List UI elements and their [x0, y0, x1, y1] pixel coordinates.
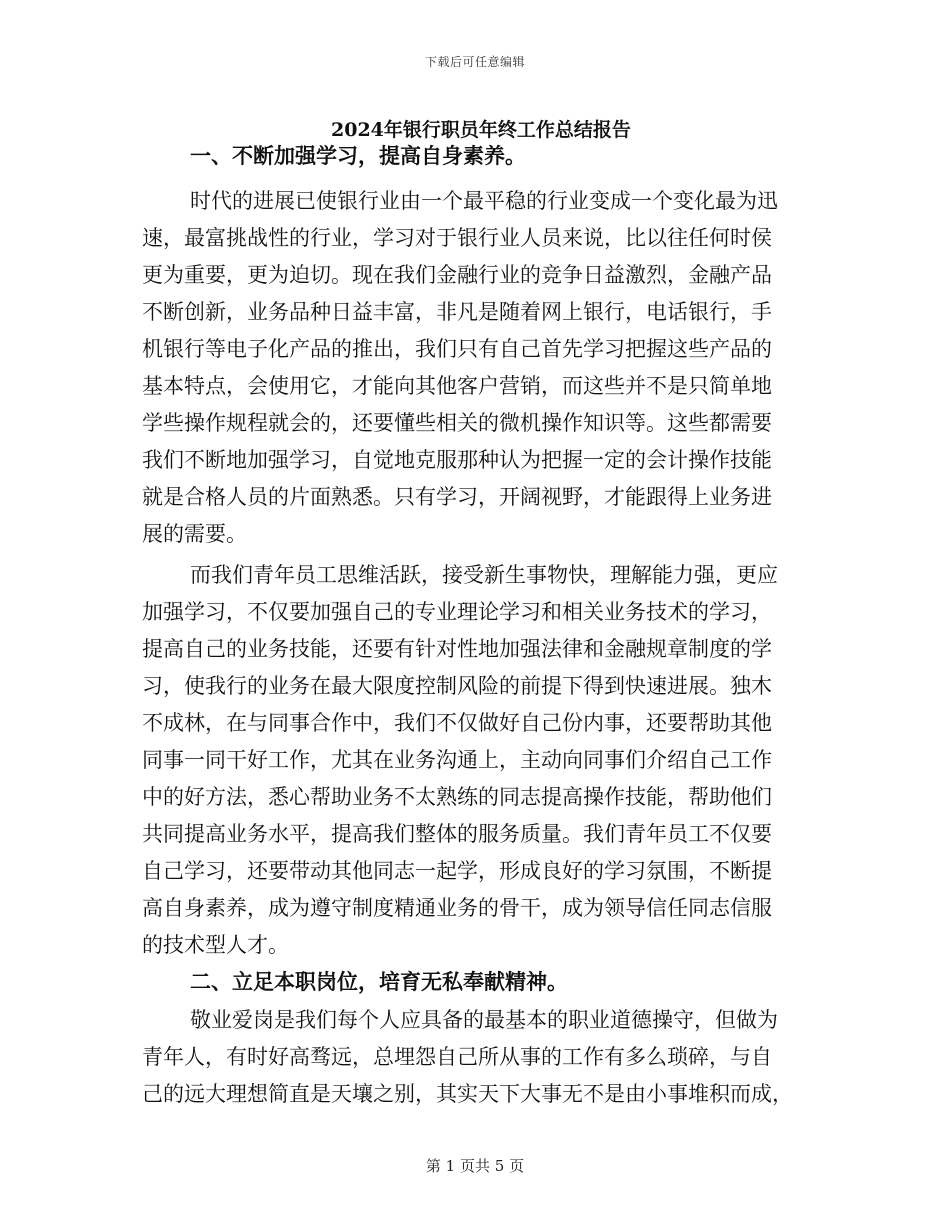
paragraph-line: 就是合格人员的片面熟悉。只有学习，开阔视野，才能跟得上业务进 — [142, 485, 772, 509]
paragraph-line: 的技术型人才。 — [142, 933, 289, 957]
paragraph-line: 而我们青年员工思维活跃，接受新生事物快，理解能力强，更应 — [190, 563, 778, 587]
paragraph-line: 机银行等电子化产品的推出，我们只有自己首先学习把握这些产品的 — [142, 337, 772, 361]
paragraph-line: 己的远大理想简直是天壤之别，其实天下大事无不是由小事堆积而成， — [142, 1082, 793, 1106]
paragraph-line: 不断创新，业务品种日益丰富，非凡是随着网上银行，电话银行，手 — [142, 300, 772, 324]
paragraph-line: 基本特点，会使用它，才能向其他客户营销，而这些并不是只简单地 — [142, 374, 772, 398]
paragraph-line: 展的需要。 — [142, 522, 247, 546]
paragraph-line: 中的好方法，悉心帮助业务不太熟练的同志提高操作技能，帮助他们 — [142, 785, 772, 809]
paragraph-line: 速，最富挑战性的行业，学习对于银行业人员来说，比以往任何时侯 — [142, 226, 772, 250]
paragraph-line: 更为重要，更为迫切。现在我们金融行业的竞争日益激烈，金融产品 — [142, 263, 772, 287]
section-heading-2: 二、立足本职岗位，培育无私奉献精神。 — [190, 969, 568, 994]
paragraph-line: 我们不断地加强学习，自觉地克服那种认为把握一定的会计操作技能 — [142, 448, 772, 472]
paragraph-line: 提高自己的业务技能，还要有针对性地加强法律和金融规章制度的学 — [142, 637, 772, 661]
paragraph-line: 不成林，在与同事合作中，我们不仅做好自己份内事，还要帮助其他 — [142, 711, 772, 735]
paragraph-line: 学些操作规程就会的，还要懂些相关的微机操作知识等。这些都需要 — [142, 411, 772, 435]
paragraph-line: 自己学习，还要带动其他同志一起学，形成良好的学习氛围，不断提 — [142, 859, 772, 883]
section-heading-1: 一、不断加强学习，提高自身素养。 — [190, 143, 526, 168]
paragraph-line: 敬业爱岗是我们每个人应具备的最基本的职业道德操守，但做为 — [190, 1008, 778, 1032]
paragraph-line: 时代的进展已使银行业由一个最平稳的行业变成一个变化最为迅 — [190, 189, 778, 213]
paragraph-line: 共同提高业务水平，提高我们整体的服务质量。我们青年员工不仅要 — [142, 822, 772, 846]
paragraph-line: 加强学习，不仅要加强自己的专业理论学习和相关业务技术的学习， — [142, 600, 772, 624]
document-title: 2024年银行职员年终工作总结报告 — [331, 119, 631, 141]
paragraph-line: 同事一同干好工作，尤其在业务沟通上，主动向同事们介绍自己工作 — [142, 748, 772, 772]
paragraph-line: 青年人，有时好高骛远，总埋怨自己所从事的工作有多么琐碎，与自 — [142, 1045, 772, 1069]
header-note: 下载后可任意编辑 — [424, 55, 525, 69]
paragraph-line: 习，使我行的业务在最大限度控制风险的前提下得到快速进展。独木 — [142, 674, 772, 698]
paragraph-line: 高自身素养，成为遵守制度精通业务的骨干，成为领导信任同志信服 — [142, 896, 772, 920]
page-number: 第 1 页共 5 页 — [425, 1157, 525, 1175]
